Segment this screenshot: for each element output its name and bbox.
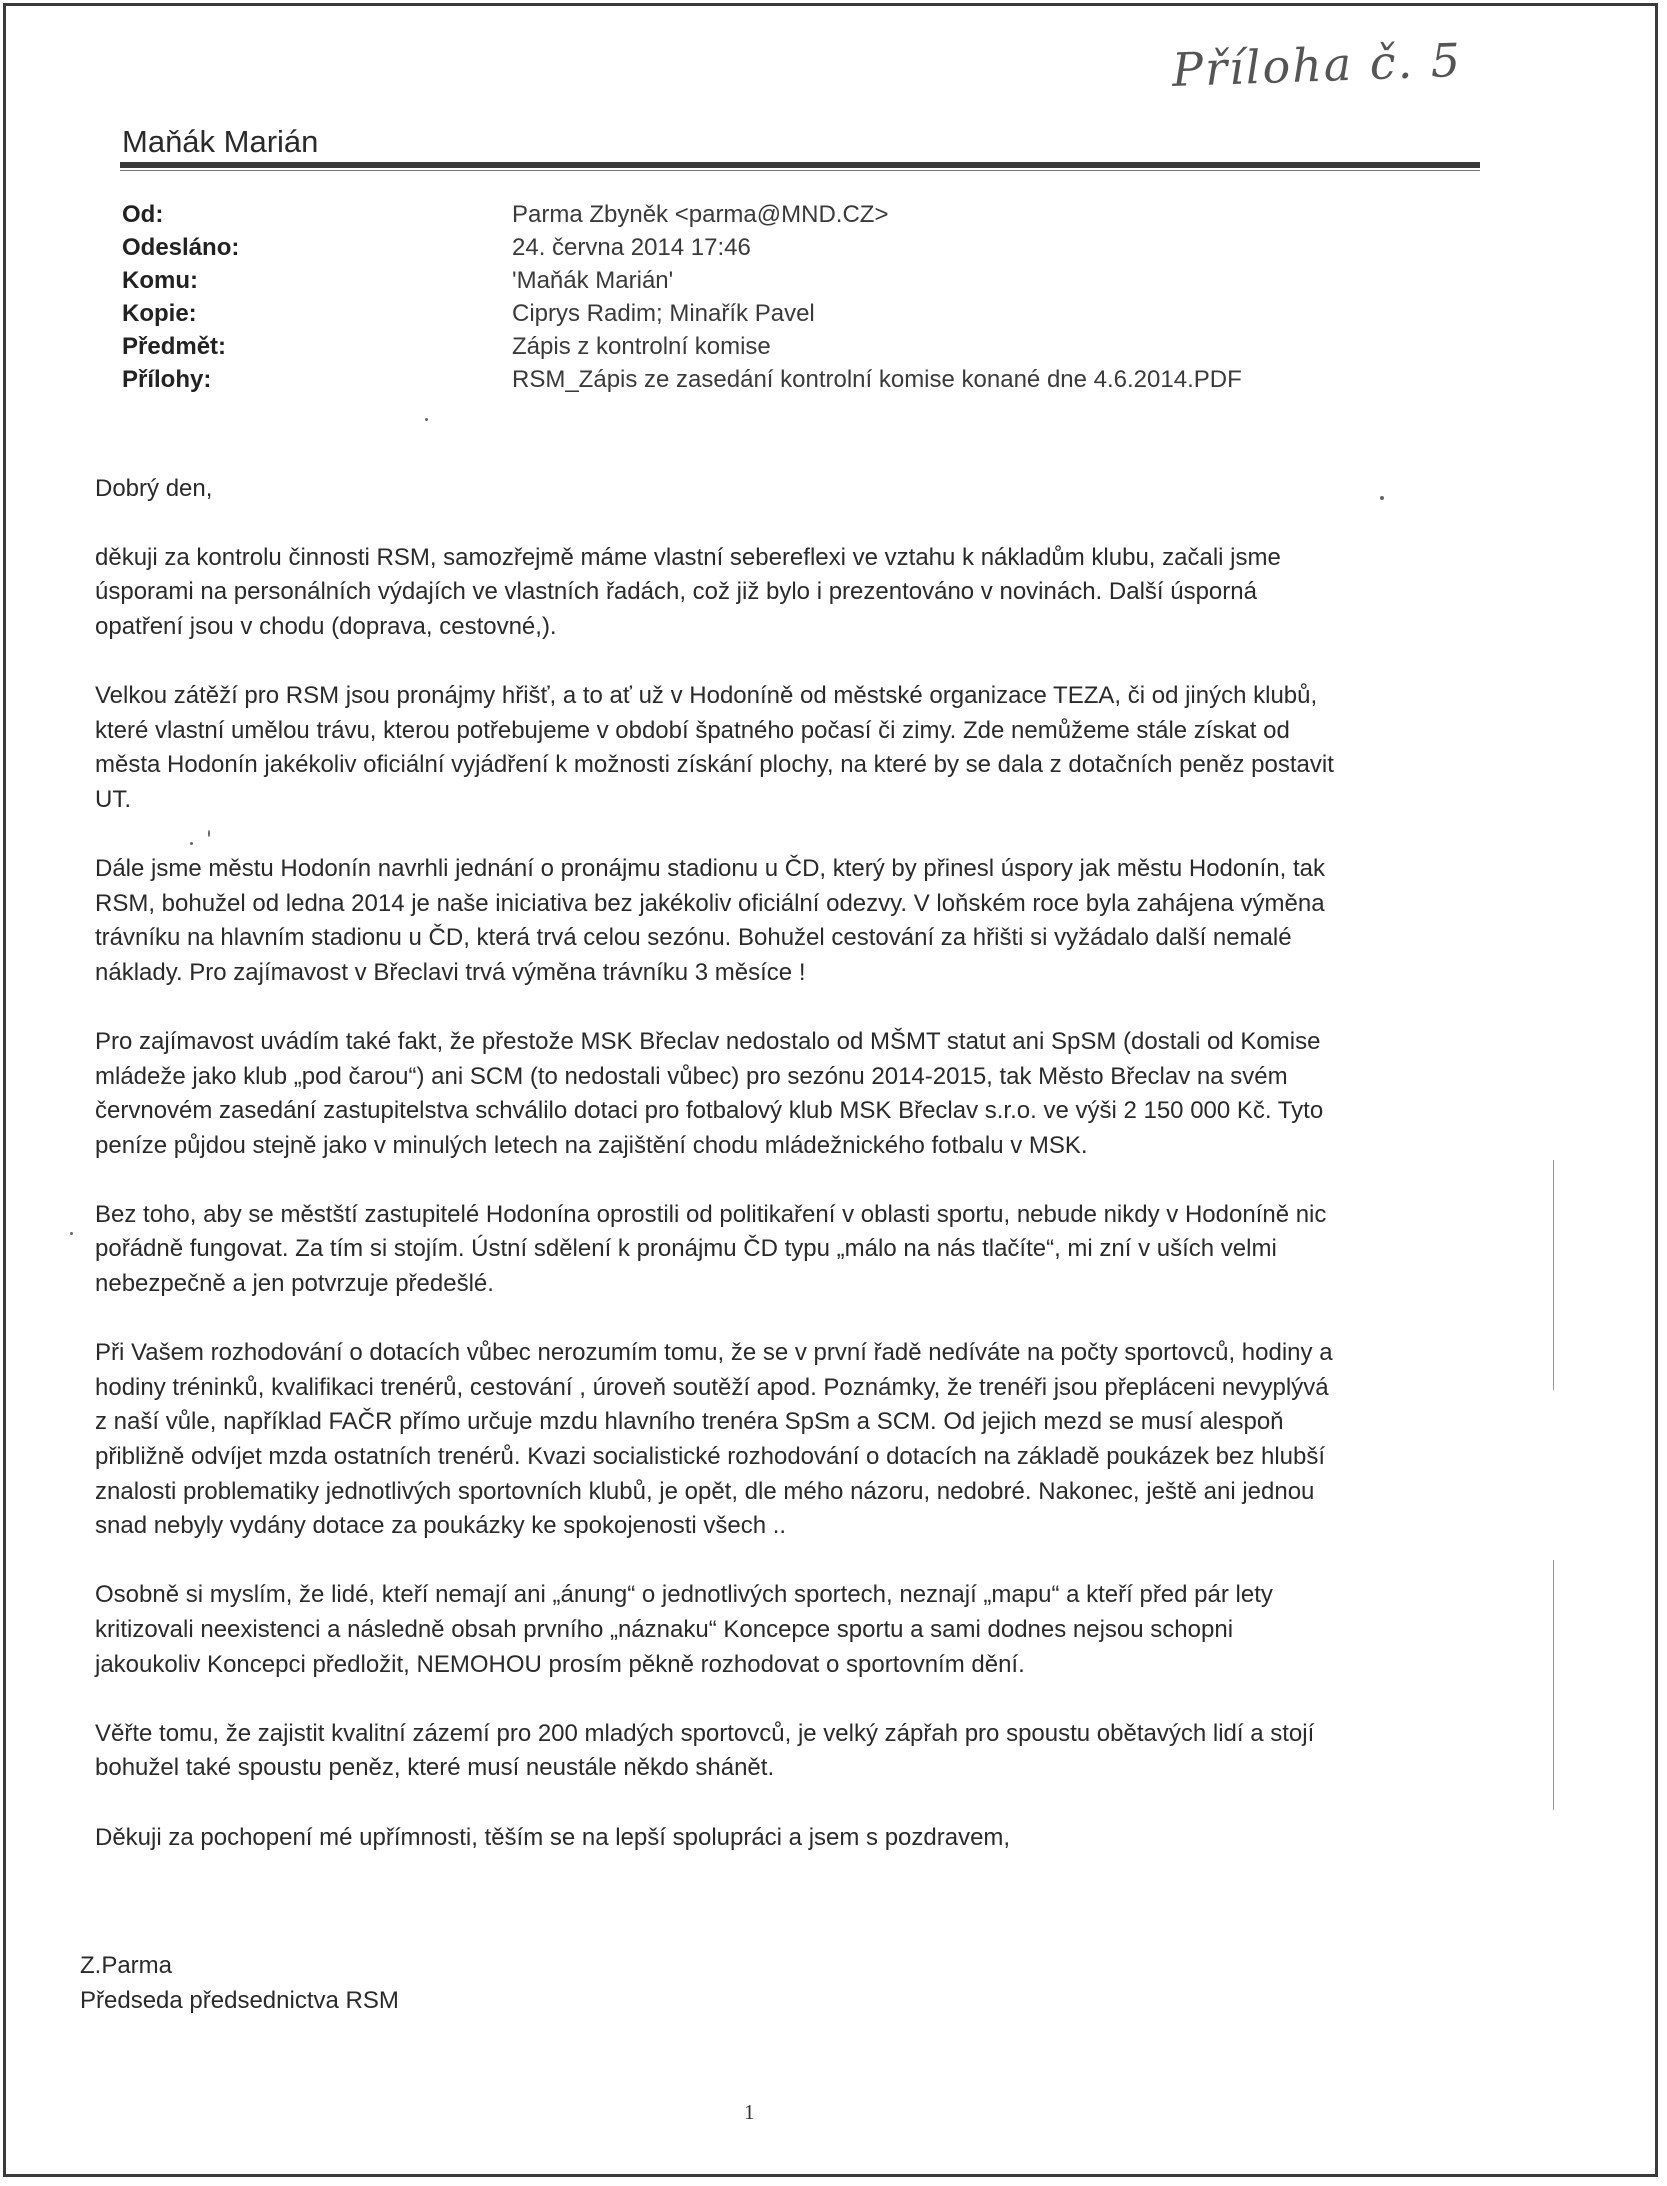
body-line: jakoukoliv Koncepci předložit, NEMOHOU prosím pěkně rozhodovat o sportovním dění. xyxy=(95,1650,1025,1678)
body-line: Při Vašem rozhodování o dotacích vůbec nerozumím tomu, že se v první řadě nedíváte na počty sportovců, hodiny a xyxy=(95,1339,1333,1367)
header-divider xyxy=(120,162,1480,168)
sent-value: 24. června 2014 17:46 xyxy=(512,234,751,261)
header-divider-thin xyxy=(120,170,1480,171)
body-line: peníze půjdou stejně jako v minulých letech na zajištění chodu mládežnického fotbalu v MSK. xyxy=(95,1131,1088,1159)
body-line: Děkuji za pochopení mé upřímnosti, těším se na lepší spolupráci a jsem s pozdravem, xyxy=(95,1823,1011,1851)
body-line: které vlastní umělou trávu, kterou potřebujeme v období špatného počasí či zimy. Zde nemůžeme stále získat od xyxy=(95,716,1290,744)
scan-edge-line xyxy=(1553,1560,1554,1810)
paragraph-politics xyxy=(95,1198,1475,1302)
body-line: znalosti problematiky jednotlivých sportovních klubů, je opět, dle mého názoru, nedobré. Nakonec, ještě ani jednou xyxy=(95,1477,1315,1505)
body-line: Dále jsme městu Hodonín navrhli jednání o pronájmu stadionu u ČD, který by přinesl úspory jak městu Hodonín, tak xyxy=(95,854,1325,882)
body-line: Velkou zátěží pro RSM jsou pronájmy hřišť, a to ať už v Hodoníně od městské organizace TEZA, či od jiných klubů, xyxy=(95,681,1318,709)
from-label: Od: xyxy=(122,201,164,228)
body-line: opatření jsou v chodu (doprava, cestovné,). xyxy=(95,612,557,640)
body-line: Osobně si myslím, že lidé, kteří nemají ani „ánung“ o jednotlivých sportech, neznají „mapu“ a kteří před pár lety xyxy=(95,1581,1273,1609)
body-line: Pro zajímavost uvádím také fakt, že přestože MSK Břeclav nedostalo od MŠMT statut ani SpSM (dostali od Komise xyxy=(95,1027,1321,1055)
scan-speck xyxy=(70,1232,73,1235)
body-line: přibližně odvíjet mzda ostatních trenérů. Kvazi socialistické rozhodování o dotacích na základě poukázek bez hlubší xyxy=(95,1443,1326,1471)
paragraph-thanks xyxy=(95,541,1475,645)
signature-block xyxy=(80,1948,399,2018)
subject-value: Zápis z kontrolní komise xyxy=(512,333,771,360)
body-line: hodiny tréninků, kvalifikaci trenérů, cestování , úroveň soutěží apod. Poznámky, že trenéři jsou přepláceni nevyplývá xyxy=(95,1373,1329,1401)
body-line: pořádně fungovat. Za tím si stojím. Ústní sdělení k pronájmu ČD typu „málo na nás tlačíte“, mi zní v uších velmi xyxy=(95,1235,1277,1263)
email-body xyxy=(95,472,1475,1890)
sent-label: Odesláno: xyxy=(122,234,240,261)
page-number: 1 xyxy=(744,2100,755,2124)
paragraph-concept xyxy=(95,1578,1475,1682)
attachments-label: Přílohy: xyxy=(122,366,212,393)
signature-name: Z.Parma xyxy=(80,1952,173,1979)
body-line: z naší vůle, například FAČR přímo určuje mzdu hlavního trenéra SpSm a SCM. Od jejich mezd se musí alespoň xyxy=(95,1408,1284,1436)
body-line: mládeže jako klub „pod čarou“) ani SCM (to nedostali vůbec) pro sezónu 2014-2015, tak Město Břeclav na svém xyxy=(95,1062,1288,1090)
scan-edge-line xyxy=(1553,1160,1554,1390)
body-line: trávníku na hlavním stadionu u ČD, která trvá celou sezónu. Bohužel cestování za hřišti si vyžádalo další nemalé xyxy=(95,924,1292,952)
paragraph-pitch-rental xyxy=(95,679,1475,817)
body-line: nebezpečně a jen potvrzuje předešlé. xyxy=(95,1270,494,1298)
from-value: Parma Zbyněk <parma@MND.CZ> xyxy=(512,201,889,228)
paragraph-stadium xyxy=(95,852,1475,990)
body-line: RSM, bohužel od ledna 2014 je naše iniciativa bez jakékoliv oficiální odezvy. V loňském roce byla zahájena výměna xyxy=(95,889,1325,917)
body-line: Věřte tomu, že zajistit kvalitní zázemí pro 200 mladých sportovců, je velký zápřah pro spoustu obětavých lidí a stojí xyxy=(95,1719,1315,1747)
paragraph-closing xyxy=(95,1821,1475,1856)
body-line: kritizovali neexistenci a následně obsah prvního „náznaku“ Koncepce sportu a sami dodnes nejsou schopni xyxy=(95,1616,1234,1643)
cc-label: Kopie: xyxy=(122,300,197,327)
cc-value: Ciprys Radim; Minařík Pavel xyxy=(512,300,815,327)
signature-title: Předseda předsednictva RSM xyxy=(80,1987,399,2014)
paragraph-breclav xyxy=(95,1025,1475,1163)
body-line: náklady. Pro zajímavost v Břeclavi trvá výměna trávníku 3 měsíce ! xyxy=(95,958,806,986)
body-line: úsporami na personálních výdajích ve vlastních řadách, což již bylo i prezentováno v novinách. Další úsporná xyxy=(95,578,1257,606)
handwritten-annotation: Příloha č. 5 xyxy=(1171,32,1463,98)
body-line: červnovém zasedání zastupitelstva schválilo dotaci pro fotbalový klub MSK Břeclav s.r.o. ve výši 2 150 000 Kč. Tyto xyxy=(95,1097,1324,1125)
body-line: Bez toho, aby se městští zastupitelé Hodonína oprostili od politikaření v oblasti sportu, nebude nikdy v Hodoníně nic xyxy=(95,1200,1327,1228)
scan-speck xyxy=(425,418,428,421)
scan-speck xyxy=(1380,496,1384,500)
scan-speck xyxy=(190,842,193,845)
scan-speck xyxy=(208,830,210,837)
body-line: bohužel také spoustu peněz, které musí neustále někdo shánět. xyxy=(95,1754,775,1782)
to-label: Komu: xyxy=(122,267,198,294)
to-value: 'Maňák Marián' xyxy=(512,267,674,294)
mailbox-owner-name: Maňák Marián xyxy=(122,124,319,159)
body-line: města Hodonín jakékoliv oficiální vyjádření k možnosti získání plochy, na které by se dala z dotačních peněz postavit xyxy=(95,751,1334,779)
subject-label: Předmět: xyxy=(122,333,227,360)
body-line: UT. xyxy=(95,785,131,813)
greeting: Dobrý den, xyxy=(95,475,213,502)
paragraph-subsidies xyxy=(95,1336,1475,1544)
body-line: snad nebyly vydány dotace za poukázky ke spokojenosti všech .. xyxy=(95,1512,787,1540)
attachments-value: RSM_Zápis ze zasedání kontrolní komise konané dne 4.6.2014.PDF xyxy=(512,366,1242,393)
body-line: děkuji za kontrolu činnosti RSM, samozřejmě máme vlastní sebereflexi ve vztahu k nákladům klubu, začali jsme xyxy=(95,543,1281,571)
paragraph-facilities xyxy=(95,1717,1475,1786)
